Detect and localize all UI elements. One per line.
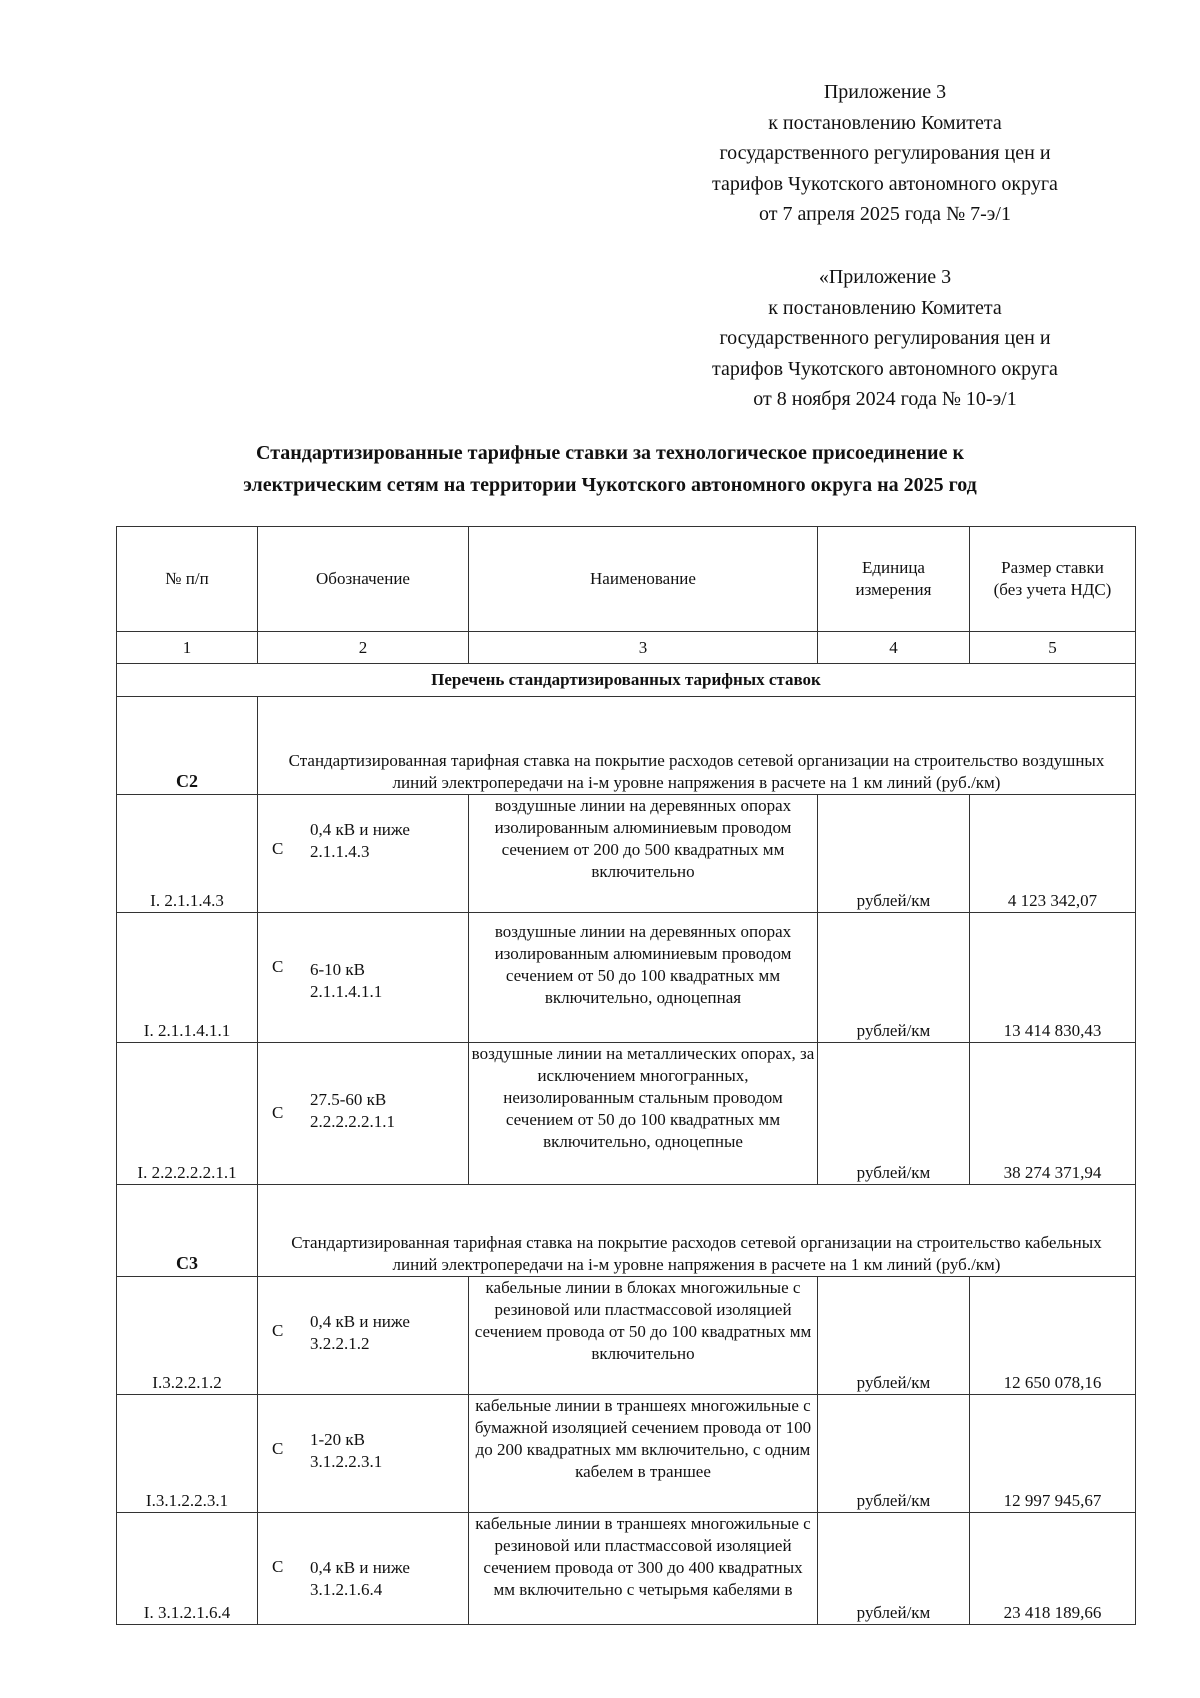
section-title: Перечень стандартизированных тарифных ставок xyxy=(117,664,1136,697)
designation-code: 3.2.2.1.2 xyxy=(310,1334,370,1353)
group-description-text: Стандартизированная тарифная ставка на покрытие расходов сетевой организации на строительство воздушных линий электропередачи на i-м уровне напряжения в расчете на 1 км линий (руб./км) xyxy=(288,751,1105,792)
header-cell-unit xyxy=(818,527,970,632)
designation-code: 3.1.2.2.3.1 xyxy=(310,1452,383,1471)
designation-voltage: 0,4 кВ и ниже xyxy=(310,820,410,839)
row-unit: рублей/км xyxy=(818,1395,970,1513)
table-row xyxy=(117,913,1136,1043)
row-name: воздушные линии на металлических опорах, за исключением многогранных, неизолированным стальным проводом сечением от 50 до 100 квадратных мм включительно, одноцепные xyxy=(469,1043,818,1185)
row-unit: рублей/км xyxy=(818,795,970,913)
column-number: 2 xyxy=(258,632,469,664)
column-number: 1 xyxy=(117,632,258,664)
header-cell-name: Наименование xyxy=(469,527,818,632)
appendix-previous-block xyxy=(640,262,1130,415)
designation-code: 2.1.1.4.1.1 xyxy=(310,982,383,1001)
designation-voltage: 0,4 кВ и ниже xyxy=(310,1312,410,1331)
row-unit: рублей/км xyxy=(818,913,970,1043)
row-number: I. 3.1.2.1.6.4 xyxy=(117,1513,258,1625)
row-designation xyxy=(258,795,469,913)
row-designation xyxy=(258,1043,469,1185)
column-number-row xyxy=(117,632,1136,664)
row-designation xyxy=(258,1395,469,1513)
row-name: кабельные линии в траншеях многожильные с бумажной изоляцией сечением провода от 100 до 200 квадратных мм включительно, с одним кабелем в траншее xyxy=(469,1395,818,1513)
row-name: кабельные линии в траншеях многожильные с резиновой или пластмассовой изоляцией сечением провода от 300 до 400 квадратных мм включительно с четырьмя кабелями в xyxy=(469,1513,818,1625)
designation-letter: С xyxy=(272,957,284,976)
appendix-line: государственного регулирования цен и xyxy=(719,142,1051,164)
row-designation xyxy=(258,1513,469,1625)
appendix-line: тарифов Чукотского автономного округа xyxy=(712,357,1058,380)
designation-code: 2.1.1.4.3 xyxy=(310,842,370,861)
appendix-line: к постановлению Комитета xyxy=(768,111,1002,134)
section-title-row xyxy=(117,664,1136,697)
document-title xyxy=(110,437,1110,501)
group-row-c3 xyxy=(117,1185,1136,1277)
row-name: воздушные линии на деревянных опорах изолированным алюминиевым проводом сечением от 200 до 500 квадратных мм включительно xyxy=(469,795,818,913)
row-number: I. 2.2.2.2.2.1.1 xyxy=(117,1043,258,1185)
designation-code: 3.1.2.1.6.4 xyxy=(310,1580,383,1599)
group-description xyxy=(258,1185,1136,1277)
row-rate: 13 414 830,43 xyxy=(970,913,1136,1043)
header-cell-designation: Обозначение xyxy=(258,527,469,632)
row-number: I.3.1.2.2.3.1 xyxy=(117,1395,258,1513)
row-number: I. 2.1.1.4.1.1 xyxy=(117,913,258,1043)
row-number: I.3.2.2.1.2 xyxy=(117,1277,258,1395)
row-rate: 12 997 945,67 xyxy=(970,1395,1136,1513)
row-unit: рублей/км xyxy=(818,1277,970,1395)
table-row xyxy=(117,1513,1136,1625)
appendix-line: от 7 апреля 2025 года № 7-э/1 xyxy=(759,203,1011,225)
group-description xyxy=(258,697,1136,795)
designation-voltage: 0,4 кВ и ниже xyxy=(310,1558,410,1577)
appendix-current-block xyxy=(640,77,1130,230)
column-number: 3 xyxy=(469,632,818,664)
table-header-row xyxy=(117,527,1136,632)
designation-letter: С xyxy=(272,1321,284,1340)
appendix-line: от 8 ноября 2024 года № 10-э/1 xyxy=(753,388,1017,410)
title-line-1: Стандартизированные тарифные ставки за технологическое присоединение к xyxy=(256,442,964,464)
group-code: C3 xyxy=(117,1185,258,1277)
header-cell-num: № п/п xyxy=(117,527,258,632)
header-rate-text: Размер ставки (без учета НДС) xyxy=(993,558,1112,599)
row-number: I. 2.1.1.4.3 xyxy=(117,795,258,913)
designation-letter: С xyxy=(272,1557,284,1576)
row-unit: рублей/км xyxy=(818,1513,970,1625)
tariff-table xyxy=(116,526,1136,1625)
group-row-c2 xyxy=(117,697,1136,795)
row-rate: 38 274 371,94 xyxy=(970,1043,1136,1185)
designation-letter: С xyxy=(272,839,284,858)
header-unit-text: Единица измерения xyxy=(855,558,932,599)
table-row xyxy=(117,1277,1136,1395)
designation-letter: С xyxy=(272,1439,284,1458)
column-number: 4 xyxy=(818,632,970,664)
appendix-line: «Приложение 3 xyxy=(818,266,952,288)
row-rate: 4 123 342,07 xyxy=(970,795,1136,913)
table-row xyxy=(117,1043,1136,1185)
appendix-line: государственного регулирования цен и xyxy=(719,327,1051,349)
column-number: 5 xyxy=(970,632,1136,664)
table-row xyxy=(117,1395,1136,1513)
appendix-line: тарифов Чукотского автономного округа xyxy=(712,172,1058,195)
row-name: воздушные линии на деревянных опорах изолированным алюминиевым проводом сечением от 50 до 100 квадратных мм включительно, одноцепная xyxy=(469,913,818,1043)
designation-letter: С xyxy=(272,1103,284,1122)
appendix-line: к постановлению Комитета xyxy=(768,296,1002,319)
designation-voltage: 1-20 кВ xyxy=(310,1430,366,1449)
header-cell-rate xyxy=(970,527,1136,632)
group-code: C2 xyxy=(117,697,258,795)
row-designation xyxy=(258,1277,469,1395)
group-description-text: Стандартизированная тарифная ставка на покрытие расходов сетевой организации на строительство кабельных линий электропередачи на i-м уровне напряжения в расчете на 1 км линий (руб./км) xyxy=(291,1233,1102,1274)
row-rate: 23 418 189,66 xyxy=(970,1513,1136,1625)
row-designation xyxy=(258,913,469,1043)
title-line-2: электрическим сетям на территории Чукотского автономного округа на 2025 год xyxy=(243,474,977,496)
designation-voltage: 27.5-60 кВ xyxy=(310,1090,387,1109)
designation-voltage: 6-10 кВ xyxy=(310,960,366,979)
appendix-line: Приложение 3 xyxy=(823,81,947,103)
row-name: кабельные линии в блоках многожильные с резиновой или пластмассовой изоляцией сечением провода от 50 до 100 квадратных мм включительно xyxy=(469,1277,818,1395)
row-unit: рублей/км xyxy=(818,1043,970,1185)
table-row xyxy=(117,795,1136,913)
designation-code: 2.2.2.2.2.1.1 xyxy=(310,1112,395,1131)
row-rate: 12 650 078,16 xyxy=(970,1277,1136,1395)
